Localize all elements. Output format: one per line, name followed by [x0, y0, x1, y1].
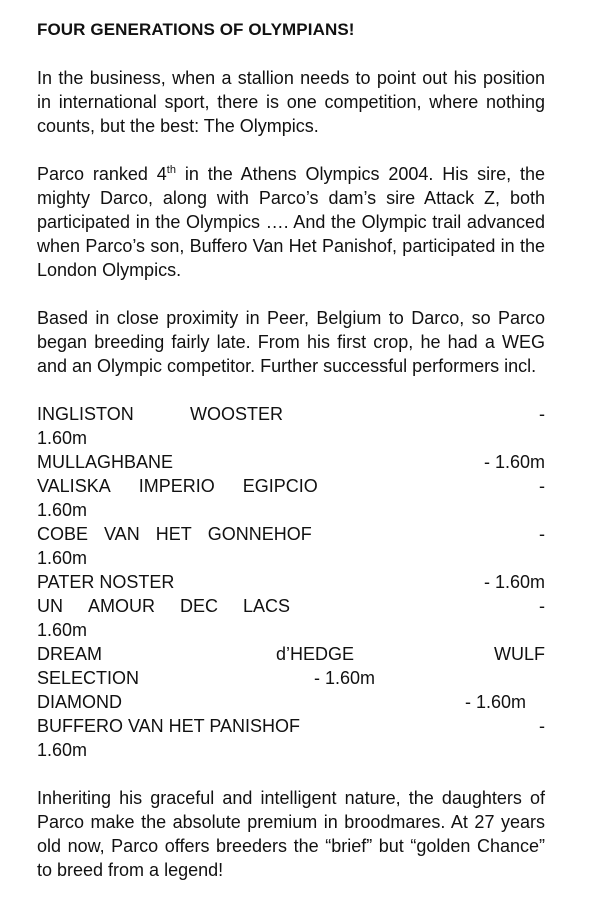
performer-line: [37, 570, 545, 594]
olympics-paragraph-rest: in the Athens Olympics 2004. His sire, the mighty Darco, along with Parco’s dam’s sire Attack Z, both participated in the Olympics …. And the Olympic trail advanced when Parco’s son, Buffero Van Het Panishof, participated in the London Olympics.: [37, 164, 545, 280]
performer-word: DIAMOND: [37, 692, 122, 712]
performer-height: - 1.60m: [483, 572, 545, 592]
performer-word: DREAM: [37, 644, 103, 664]
performer-height-line: [37, 618, 545, 642]
performer-word: INGLISTON: [37, 404, 134, 424]
performer-word: VAN: [104, 524, 140, 544]
performer-height-line: [37, 546, 545, 570]
olympics-paragraph-start: Parco ranked 4: [37, 164, 167, 184]
performer-dash: -: [539, 716, 545, 736]
performer-height-line: [37, 498, 545, 522]
performer-height: 1.60m: [37, 428, 88, 448]
performer-line: [37, 450, 545, 474]
intro-paragraph: In the business, when a stallion needs to point out his position in international sport, there is one competition, where nothing counts, but the best: The Olympics.: [37, 68, 545, 136]
performer-height: - 1.60m: [314, 668, 376, 688]
performer-height: 1.60m: [37, 500, 88, 520]
performer-word: COBE: [37, 524, 89, 544]
performer-dash: -: [539, 524, 545, 544]
performer-line: [37, 594, 545, 618]
performer-word: LACS: [243, 596, 291, 616]
performer-line: [37, 522, 545, 546]
performer-word: MULLAGHBANE: [37, 452, 174, 472]
performer-word: WOOSTER: [190, 404, 283, 424]
document-title: FOUR GENERATIONS OF OLYMPIANS!: [37, 20, 355, 39]
ordinal-suffix: th: [166, 164, 176, 176]
document-page: [37, 18, 545, 882]
performer-height: 1.60m: [37, 548, 88, 568]
performer-dash: -: [539, 596, 545, 616]
performer-word: GONNEHOF: [207, 524, 312, 544]
performer-height: 1.60m: [37, 620, 88, 640]
performer-line: [37, 690, 545, 714]
performer-line: [37, 402, 545, 426]
performer-line: [37, 474, 545, 498]
performer-word: d’HEDGE: [275, 644, 355, 664]
performer-word: IMPERIO: [138, 476, 215, 496]
performer-word: PATER NOSTER: [37, 572, 175, 592]
performer-word: EGIPCIO: [242, 476, 318, 496]
performer-line: [37, 642, 545, 666]
performer-word: HET: [155, 524, 192, 544]
olympics-paragraph: [37, 162, 545, 282]
performer-word: SELECTION: [37, 668, 140, 688]
performer-word: AMOUR: [88, 596, 155, 616]
performer-height: - 1.60m: [483, 452, 545, 472]
performer-word: WULF: [493, 644, 545, 664]
performer-line: [37, 714, 545, 738]
closing-paragraph: Inheriting his graceful and intelligent nature, the daughters of Parco make the absolute premium in broodmares. At 27 years old now, Parco offers breeders the “brief” but “golden Chance” to breed from a legend!: [37, 788, 545, 880]
performer-dash: -: [539, 404, 545, 424]
performers-list: [37, 402, 545, 762]
performer-word: BUFFERO VAN HET PANISHOF: [37, 716, 301, 736]
performer-height: 1.60m: [37, 740, 88, 760]
breeding-paragraph: Based in close proximity in Peer, Belgium to Darco, so Parco began breeding fairly late. From his first crop, he had a WEG and an Olympic competitor. Further successful performers incl.: [37, 308, 545, 376]
performer-word: UN: [37, 596, 63, 616]
performer-dash: -: [539, 476, 545, 496]
performer-height: - 1.60m: [464, 692, 526, 712]
performer-height-line: [37, 426, 545, 450]
performer-word: VALISKA: [37, 476, 111, 496]
performer-word: DEC: [180, 596, 219, 616]
performer-height-line: [37, 738, 545, 762]
performer-line: [37, 666, 545, 690]
